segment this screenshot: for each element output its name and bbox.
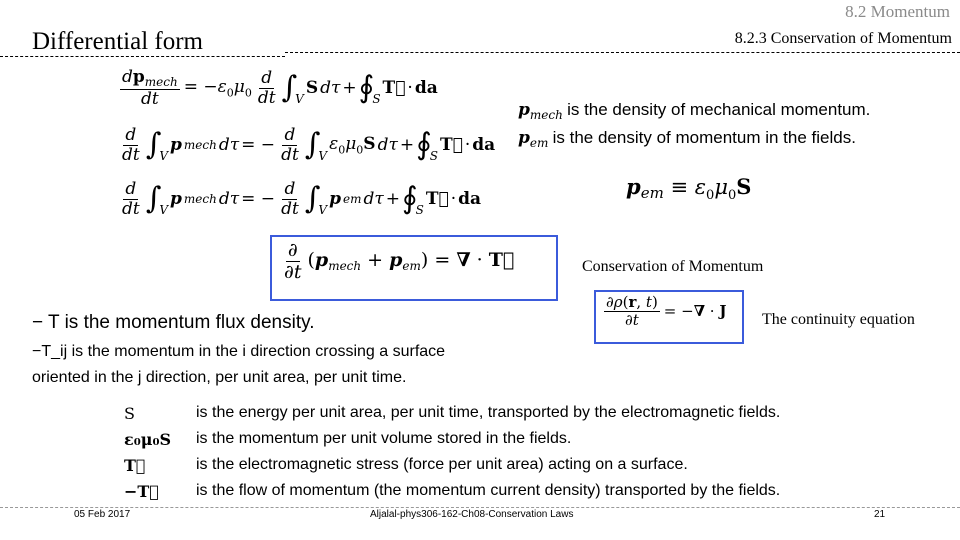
glossary-text: is the flow of momentum (the momentum current density) transported by the fields. <box>196 482 781 499</box>
tij-note-line2: oriented in the j direction, per unit area, per unit time. <box>32 369 407 386</box>
footer-course: Aljalal-phys306-162-Ch08-Conservation Laws <box>370 509 574 520</box>
pem-definition: $p_{em}$ is the density of momentum in the fields. <box>518 128 856 150</box>
pem-equation: $p_{em} \equiv \varepsilon_0\mu_0S$ <box>626 174 752 204</box>
glossary-text: is the energy per unit area, per unit time, transported by the electromagnetic fields. <box>196 404 781 421</box>
header-divider <box>0 56 285 57</box>
tij-note-line1: −T_ij is the momentum in the i direction crossing a surface <box>32 343 446 360</box>
footer-divider <box>0 507 960 508</box>
pmech-definition: $p_{mech}$ is the density of mechanical momentum. <box>518 100 871 122</box>
section-label: 8.2 Momentum <box>845 2 950 21</box>
glossary-text: is the momentum per unit volume stored in the fields. <box>196 430 572 447</box>
t-flux-note: − T is the momentum flux density. <box>32 312 315 333</box>
equation-1: $\frac{dp_{mech}}{dt}$ = $-\varepsilon_0\mu_0$ $\frac{d}{dt}$ ∫ V S dτ + ∮ S T⃡ · da <box>122 67 438 110</box>
glossary-row <box>124 452 924 478</box>
slide-title: Differential form <box>32 28 203 55</box>
equation-2: $\frac{d}{dt}$ ∫ V p mech dτ = − $\frac{d}{dt}$ ∫ V $\varepsilon_0\mu_0S$ dτ + ∮ S T⃡ · da <box>122 125 496 165</box>
glossary-text: is the electromagnetic stress (force per unit area) acting on a surface. <box>196 456 688 473</box>
glossary-symbol: T⃡ <box>124 455 146 475</box>
page-number: 21 <box>874 509 886 520</box>
footer-date: 05 Feb 2017 <box>74 509 131 520</box>
glossary-row <box>124 426 924 452</box>
conservation-equation: $\frac{\partial}{\partial t}$ $(p_{mech} + p_{em})$ = ∇ · T⃡ <box>284 239 515 283</box>
glossary-symbol: ε₀μ₀S <box>124 429 172 449</box>
glossary-symbol: −T⃡ <box>124 481 159 501</box>
subsection-label: 8.2.3 Conservation of Momentum <box>734 30 952 47</box>
equation-3: $\frac{d}{dt}$ ∫ V p mech dτ = − $\frac{d}{dt}$ ∫ V p em dτ + ∮ S T⃡ · da <box>122 179 482 219</box>
header-divider-right <box>285 52 960 53</box>
continuity-label: The continuity equation <box>762 311 915 328</box>
continuity-equation: $\frac{\partial\rho(r, t)}{\partial t}$ = −∇ · J <box>606 293 727 329</box>
conservation-label: Conservation of Momentum <box>582 258 764 275</box>
glossary <box>124 400 924 504</box>
glossary-row <box>124 400 924 426</box>
glossary-row <box>124 478 924 504</box>
glossary-symbol: S <box>124 403 135 423</box>
